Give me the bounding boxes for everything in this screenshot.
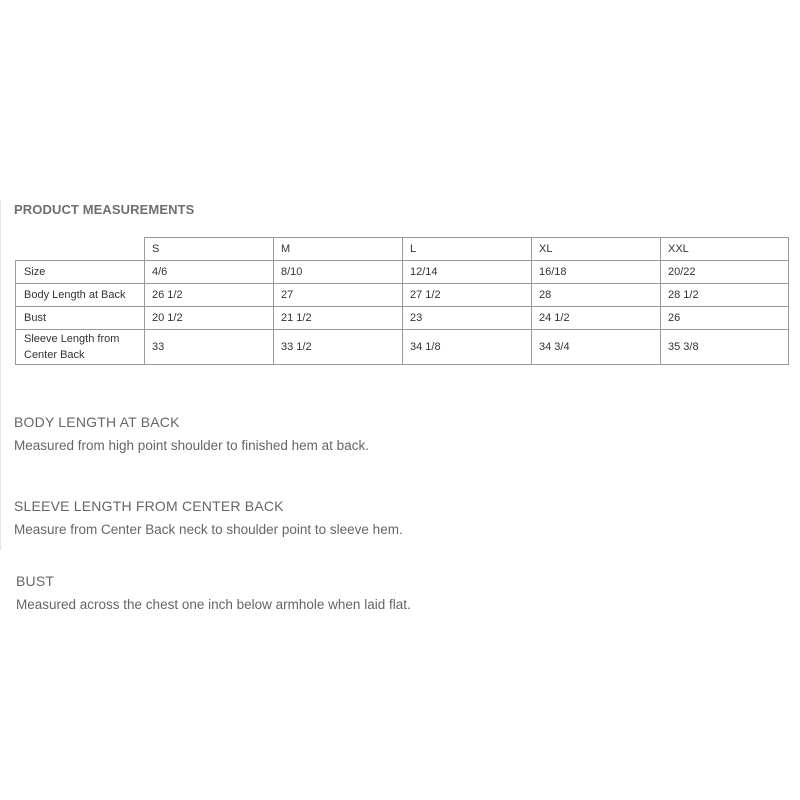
table-cell: 33 1/2 — [274, 330, 403, 365]
table-cell: 34 1/8 — [403, 330, 532, 365]
section-description: Measure from Center Back neck to shoulder point to sleeve hem. — [14, 522, 403, 537]
table-row — [16, 284, 789, 307]
section-heading: BUST — [16, 573, 55, 589]
column-header: XXL — [661, 238, 789, 261]
left-divider — [0, 200, 1, 550]
row-label: Body Length at Back — [16, 284, 145, 307]
row-label-line: Sleeve Length from — [24, 333, 120, 345]
section-description: Measured across the chest one inch below armhole when laid flat. — [16, 597, 411, 612]
table-cell: 21 1/2 — [274, 307, 403, 330]
table-cell: 34 3/4 — [532, 330, 661, 365]
body-length-section — [14, 414, 369, 453]
table-cell: 4/6 — [145, 261, 274, 284]
section-description: Measured from high point shoulder to finished hem at back. — [14, 438, 369, 453]
table-cell: 23 — [403, 307, 532, 330]
table-cell: 28 1/2 — [661, 284, 789, 307]
column-header: XL — [532, 238, 661, 261]
table-corner-cell — [16, 238, 145, 261]
table-cell: 33 — [145, 330, 274, 365]
section-heading: BODY LENGTH AT BACK — [14, 414, 180, 430]
table-row — [16, 307, 789, 330]
column-header: M — [274, 238, 403, 261]
table-cell: 35 3/8 — [661, 330, 789, 365]
table-row — [16, 261, 789, 284]
table-cell: 16/18 — [532, 261, 661, 284]
row-label: Bust — [16, 307, 145, 330]
table-cell: 12/14 — [403, 261, 532, 284]
section-heading: SLEEVE LENGTH FROM CENTER BACK — [14, 498, 284, 514]
column-header: L — [403, 238, 532, 261]
column-header: S — [145, 238, 274, 261]
table-cell: 26 1/2 — [145, 284, 274, 307]
table-cell: 20 1/2 — [145, 307, 274, 330]
sleeve-length-section — [14, 498, 403, 537]
table-header-row — [16, 238, 789, 261]
table-row — [16, 330, 789, 365]
table-cell: 24 1/2 — [532, 307, 661, 330]
measurements-table — [15, 237, 789, 365]
bust-section — [16, 573, 411, 612]
table-cell: 27 1/2 — [403, 284, 532, 307]
row-label: Size — [16, 261, 145, 284]
table-cell: 8/10 — [274, 261, 403, 284]
page-title: PRODUCT MEASUREMENTS — [14, 202, 195, 217]
row-label — [16, 330, 145, 365]
table-cell: 20/22 — [661, 261, 789, 284]
row-label-line: Center Back — [24, 349, 85, 361]
table-cell: 28 — [532, 284, 661, 307]
table-cell: 27 — [274, 284, 403, 307]
table-cell: 26 — [661, 307, 789, 330]
